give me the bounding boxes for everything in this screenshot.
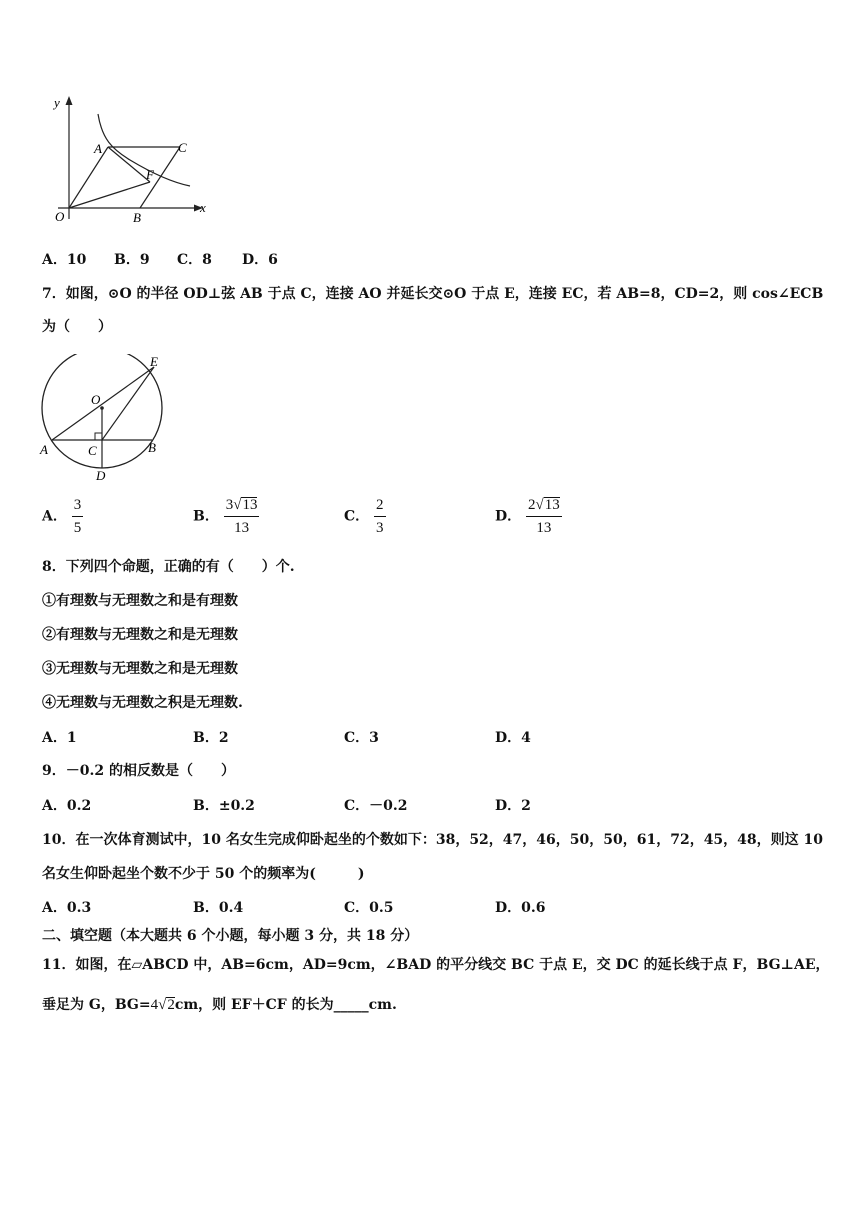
q8-option-b: B．2	[193, 730, 229, 746]
q11-stem-line1: 11．如图，在▱ABCD 中，AB=6cm，AD=9cm，∠BAD 的平分线交 BC 于点 E，交 DC 的延长线于点 F，BG⊥AE，	[42, 957, 830, 973]
q10-option-b: B．0.4	[193, 900, 244, 916]
label-E: E	[150, 354, 158, 369]
q10-option-d: D．0.6	[495, 900, 546, 916]
q8-item-2: ②有理数与无理数之和是无理数	[42, 627, 238, 643]
numerator: 3	[72, 495, 84, 517]
q10-option-c: C．0.5	[344, 900, 394, 916]
q10-stem-line2: 名女生仰卧起坐个数不少于 50 个的频率为( )	[42, 866, 365, 882]
denominator: 13	[536, 520, 552, 536]
label-F: F	[146, 167, 154, 182]
q8-item-4: ④无理数与无理数之积是无理数.	[42, 695, 243, 711]
q9-option-d: D．2	[495, 798, 531, 814]
q8-option-d: D．4	[495, 730, 531, 746]
q11-line2-post: cm，则 EF＋CF 的长为_____cm.	[174, 997, 397, 1013]
q6-option-d: D．6	[242, 252, 278, 268]
radical-sign: √	[535, 497, 544, 513]
q8-item-3: ③无理数与无理数之和是无理数	[42, 661, 238, 677]
q6-option-b: B．9	[114, 252, 150, 268]
q11-stem-line2	[42, 995, 397, 1015]
radicand: 13	[242, 497, 258, 513]
q9-option-a: A．0.2	[42, 798, 92, 814]
coefficient: 2	[528, 497, 536, 513]
q6-option-a: A．10	[42, 252, 87, 268]
right-angle-mark	[95, 433, 102, 440]
label-D: D	[96, 468, 106, 483]
radicand: 13	[544, 497, 560, 513]
numerator	[224, 495, 260, 517]
option-letter: B．	[193, 508, 219, 525]
center-dot	[100, 406, 104, 410]
label-B: B	[148, 440, 156, 455]
y-axis-arrow	[66, 96, 73, 105]
q7-option-d	[495, 495, 562, 538]
radical-sign: √	[233, 497, 242, 513]
fraction	[72, 495, 84, 538]
denominator: 5	[73, 520, 82, 536]
fraction	[526, 495, 562, 538]
label-O: O	[91, 392, 101, 407]
radicand: 2	[167, 997, 175, 1013]
q7-stem-line1: 7．如图，⊙O 的半径 OD⊥弦 AB 于点 C，连接 AO 并延长交⊙O 于点 E，连接 EC，若 AB=8，CD=2，则 cos∠ECB	[42, 286, 824, 302]
option-letter: A．	[42, 508, 67, 525]
coefficient: 3	[225, 497, 234, 513]
q9-option-b: B．±0.2	[193, 798, 255, 814]
q7-option-c	[344, 495, 386, 538]
q8-option-a: A．1	[42, 730, 77, 746]
q10-option-a: A．0.3	[42, 900, 92, 916]
option-letter: C．	[344, 508, 370, 525]
denominator: 3	[376, 520, 384, 536]
q11-sqrt-expr	[151, 997, 175, 1013]
label-y: y	[54, 95, 60, 110]
q6-figure	[40, 94, 220, 230]
label-A: A	[40, 442, 48, 457]
q11-line2-pre: 垂足为 G，BG=	[42, 997, 151, 1013]
q8-stem: 8．下列四个命题，正确的有（ ）个.	[42, 559, 295, 575]
section-heading: 二、填空题（本大题共 6 个小题，每小题 3 分，共 18 分）	[42, 928, 419, 944]
option-letter: D．	[495, 508, 522, 525]
seg-OF	[69, 182, 150, 208]
q10-stem-line1: 10．在一次体育测试中，10 名女生完成仰卧起坐的个数如下：38，52，47，46，50，50，61，72，45，48，则这 10	[42, 832, 824, 848]
seg-AE	[52, 367, 154, 440]
q7-figure	[36, 354, 172, 486]
seg-CE	[102, 367, 154, 440]
label-B: B	[133, 210, 141, 225]
label-A: A	[94, 141, 102, 156]
label-O: O	[55, 209, 65, 224]
seg-AF	[108, 147, 150, 182]
label-x: x	[200, 200, 206, 215]
q7-stem-line2: 为（ ）	[42, 319, 112, 335]
fraction	[224, 495, 260, 538]
q6-option-c: C．8	[177, 252, 212, 268]
numerator	[526, 495, 562, 517]
label-C: C	[88, 443, 97, 458]
radical-sign: √	[158, 997, 167, 1013]
fraction	[374, 495, 386, 538]
q7-option-a	[42, 495, 83, 538]
q8-option-c: C．3	[344, 730, 379, 746]
numerator: 2	[374, 495, 386, 517]
q7-option-b	[193, 495, 259, 538]
q8-item-1: ①有理数与无理数之和是有理数	[42, 593, 238, 609]
seg-OA	[69, 147, 108, 208]
denominator: 13	[234, 520, 250, 536]
q9-stem: 9．－0.2 的相反数是（ ）	[42, 763, 235, 779]
label-C: C	[178, 140, 187, 155]
coefficient: 4	[150, 997, 159, 1013]
q9-option-c: C．－0.2	[344, 798, 408, 814]
